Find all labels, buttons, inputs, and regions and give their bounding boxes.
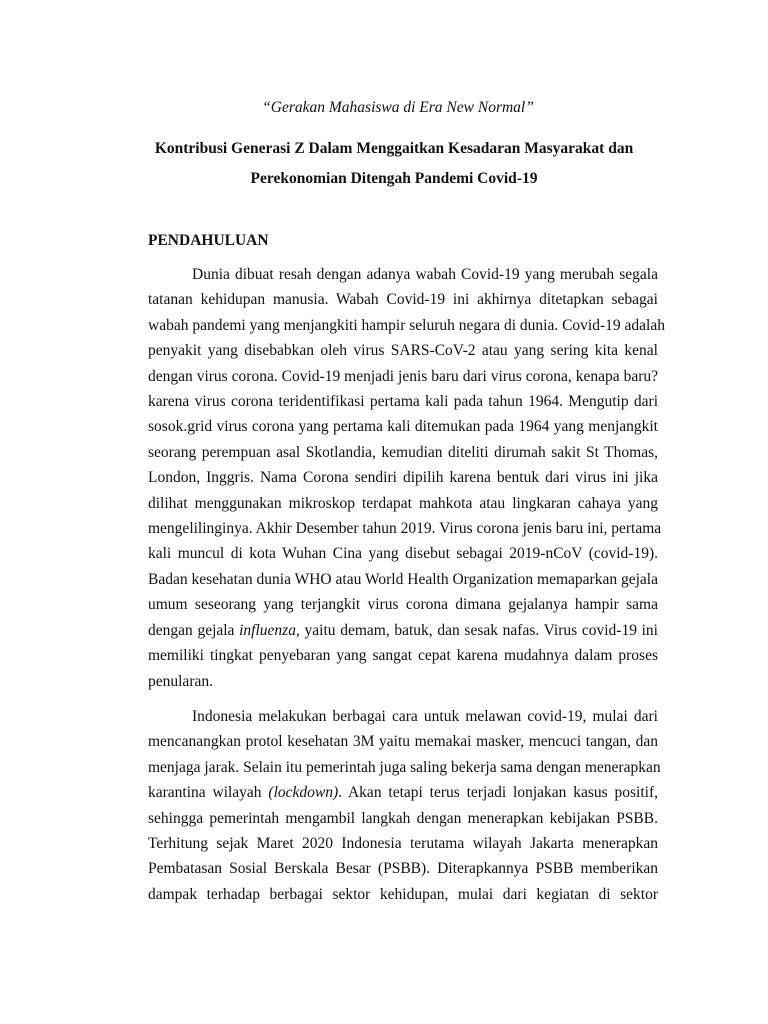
paragraph-line: umum seseorang yang terjangkit virus corona dimana gejalanya hampir sama [148,596,658,614]
paragraph-line: Pembatasan Sosial Berskala Besar (PSBB). Diterapkannya PSBB memberikan [148,860,658,878]
paragraph-line: sehingga pemerintah mengambil langkah dengan menerapkan kebijakan PSBB. [148,809,658,827]
text-segment: yaitu demam, batuk, dan sesak nafas. Virus covid-19 ini [299,621,658,639]
paragraph-line: Indonesia melakukan berbagai cara untuk melawan covid-19, mulai dari [192,708,658,725]
paragraph-line: tatanan kehidupan manusia. Wabah Covid-19 ini akhirnya ditetapkan sebagai [148,291,658,309]
text-segment: karantina wilayah [148,784,269,802]
paragraph-line: penularan. [148,672,213,690]
paragraph-line: wabah pandemi yang menjangkiti hampir seluruh negara di dunia. Covid-19 adalah [148,316,665,334]
paragraph-line [148,780,658,805]
paragraph-line: seorang perempuan asal Skotlandia, kemudian diteliti dirumah sakit St Thomas, [148,443,658,461]
paragraph-line: dampak terhadap berbagai sektor kehidupan, mulai dari kegiatan di sektor [148,885,658,903]
paragraph-line: London, Inggris. Nama Corona sendiri dipilih karena bentuk dari virus ini jika [148,469,658,487]
italic-term: (lockdown) [268,784,339,802]
paragraph-line: kali muncul di kota Wuhan Cina yang disebut sebagai 2019-nCoV (covid-19). [148,545,658,563]
paragraph-line: Badan kesehatan dunia WHO atau World Health Organization memaparkan gejala [148,570,658,588]
paragraph-line: dengan virus corona. Covid-19 menjadi jenis baru dari virus corona, kenapa baru? [148,367,658,385]
paragraph-line: mencanangkan protol kesehatan 3M yaitu memakai masker, mencuci tangan, dan [148,733,658,751]
paragraph-line: Terhitung sejak Maret 2020 Indonesia terutama wilayah Jakarta menerapkan [148,835,658,853]
paragraph-line: sosok.grid virus corona yang pertama kali ditemukan pada 1964 yang menjangkit [148,418,658,436]
document-title: “Gerakan Mahasiswa di Era New Normal” [262,99,534,116]
paragraph-line [148,618,658,643]
paragraph-line: memiliki tingkat penyebaran yang sangat cepat karena mudahnya dalam proses [148,647,658,665]
text-segment: . Akan tetapi terus terjadi lonjakan kasus positif, [338,784,659,802]
italic-term: influenza, [239,621,300,639]
paragraph-line: mengelilinginya. Akhir Desember tahun 2019. Virus corona jenis baru ini, pertama [148,520,662,538]
document-subtitle [108,134,680,194]
paragraph-line: Dunia dibuat resah dengan adanya wabah Covid-19 yang merubah segala [192,266,658,283]
text-segment: dengan gejala [148,621,240,639]
paragraph-1 [148,262,665,694]
paragraph-line: karena virus corona teridentifikasi pertama kali pada tahun 1964. Mengutip dari [148,393,658,411]
paragraph-line: menjaga jarak. Selain itu pemerintah juga saling bekerja sama dengan menerapkan [148,758,661,776]
section-heading: PENDAHULUAN [148,232,269,249]
paragraph-2 [148,704,661,907]
subtitle-line-1: Kontribusi Generasi Z Dalam Menggaitkan Kesadaran Masyarakat dan [154,140,634,157]
paragraph-line: penyakit yang disebabkan oleh virus SARS-CoV-2 atau yang sering kita kenal [148,342,658,360]
subtitle-line-2: Perekonomian Ditengah Pandemi Covid-19 [250,170,538,187]
paragraph-line: dilihat menggunakan mikroskop terdapat mahkota atau lingkaran cahaya yang [148,494,658,512]
